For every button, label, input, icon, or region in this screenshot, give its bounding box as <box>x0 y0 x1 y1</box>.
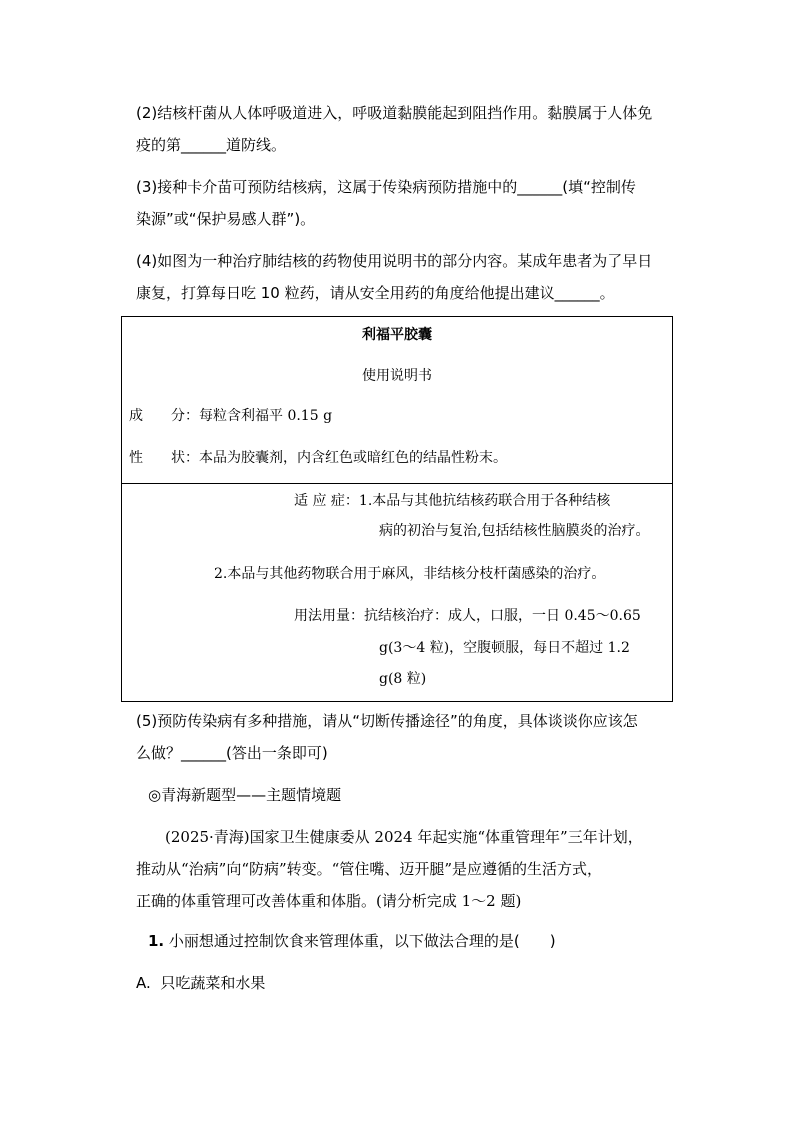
question1-number: 1. <box>148 932 165 950</box>
leaflet-subtitle: 使用说明书 <box>362 368 432 384</box>
property-value: 本品为胶囊剂，内含红色或暗红色的结晶性粉末。 <box>199 450 507 466</box>
q2-line2: 疫的第______道防线。 <box>136 136 287 154</box>
dosage-2: g(3～4 粒)，空腹顿服，每日不超过 1.2 <box>379 640 630 656</box>
context-line2: 推动从“治病”向“防病”转变。“管住嘴、迈开腿”是应遵循的生活方式， <box>136 860 603 878</box>
leaflet-divider <box>122 483 672 484</box>
ingredient-row <box>129 407 332 425</box>
question1-text: 小丽想通过控制饮食来管理体重，以下做法合理的是( ) <box>168 932 556 950</box>
ingredient-value: 每粒含利福平 0.15 g <box>199 408 333 424</box>
q4-line2: 康复，打算每日吃 10 粒药，请从安全用药的角度给他提出建议______。 <box>136 284 615 302</box>
q3-line2: 染源”或“保护易感人群”)。 <box>136 210 316 228</box>
q5-line1: (5)预防传染病有多种措施，请从“切断传播途径”的角度，具体谈谈你应该怎 <box>136 712 638 730</box>
property-label: 性 状： <box>129 450 199 466</box>
q4-line1: (4)如图为一种治疗肺结核的药物使用说明书的部分内容。某成年患者为了早日 <box>136 252 653 270</box>
property-row <box>129 449 507 467</box>
indication-1a: 1.本品与其他抗结核药联合用于各种结核 <box>358 493 611 509</box>
question1 <box>148 931 688 951</box>
q3-line1: (3)接种卡介苗可预防结核病，这属于传染病预防措施中的______(填“控制传 <box>136 178 636 196</box>
dosage-row <box>294 607 641 625</box>
medicine-leaflet <box>121 316 673 702</box>
option-a <box>136 973 676 993</box>
leaflet-title: 利福平胶囊 <box>362 327 432 343</box>
indication-row <box>294 492 610 510</box>
dosage-1: 抗结核治疗：成人，口服，一日 0.45～0.65 <box>364 608 641 624</box>
context-line1: (2025·青海)国家卫生健康委从 2024 年起实施“体重管理年”三年计划， <box>165 828 643 846</box>
q2-line1: (2)结核杆菌从人体呼吸道进入，呼吸道黏膜能起到阻挡作用。黏膜属于人体免 <box>136 104 653 122</box>
dosage-label: 用法用量： <box>294 608 364 624</box>
option-a-text: 只吃蔬菜和水果 <box>160 974 266 992</box>
ingredient-label: 成 分： <box>129 408 199 424</box>
indication-2: 2.本品与其他药物联合用于麻风，非结核分枝杆菌感染的治疗。 <box>214 566 606 582</box>
indication-label: 适 应 症： <box>294 493 359 509</box>
indication-1b: 病的初治与复治,包括结核性脑膜炎的治疗。 <box>379 523 650 539</box>
context-line3: 正确的体重管理可改善体重和体脂。(请分析完成 1～2 题) <box>136 892 522 910</box>
dosage-3: g(8 粒) <box>379 671 427 687</box>
section-heading: ◎青海新题型——主题情境题 <box>148 786 342 804</box>
option-a-label: A. <box>136 974 151 992</box>
q5-line2: 么做？______(答出一条即可) <box>136 744 328 762</box>
